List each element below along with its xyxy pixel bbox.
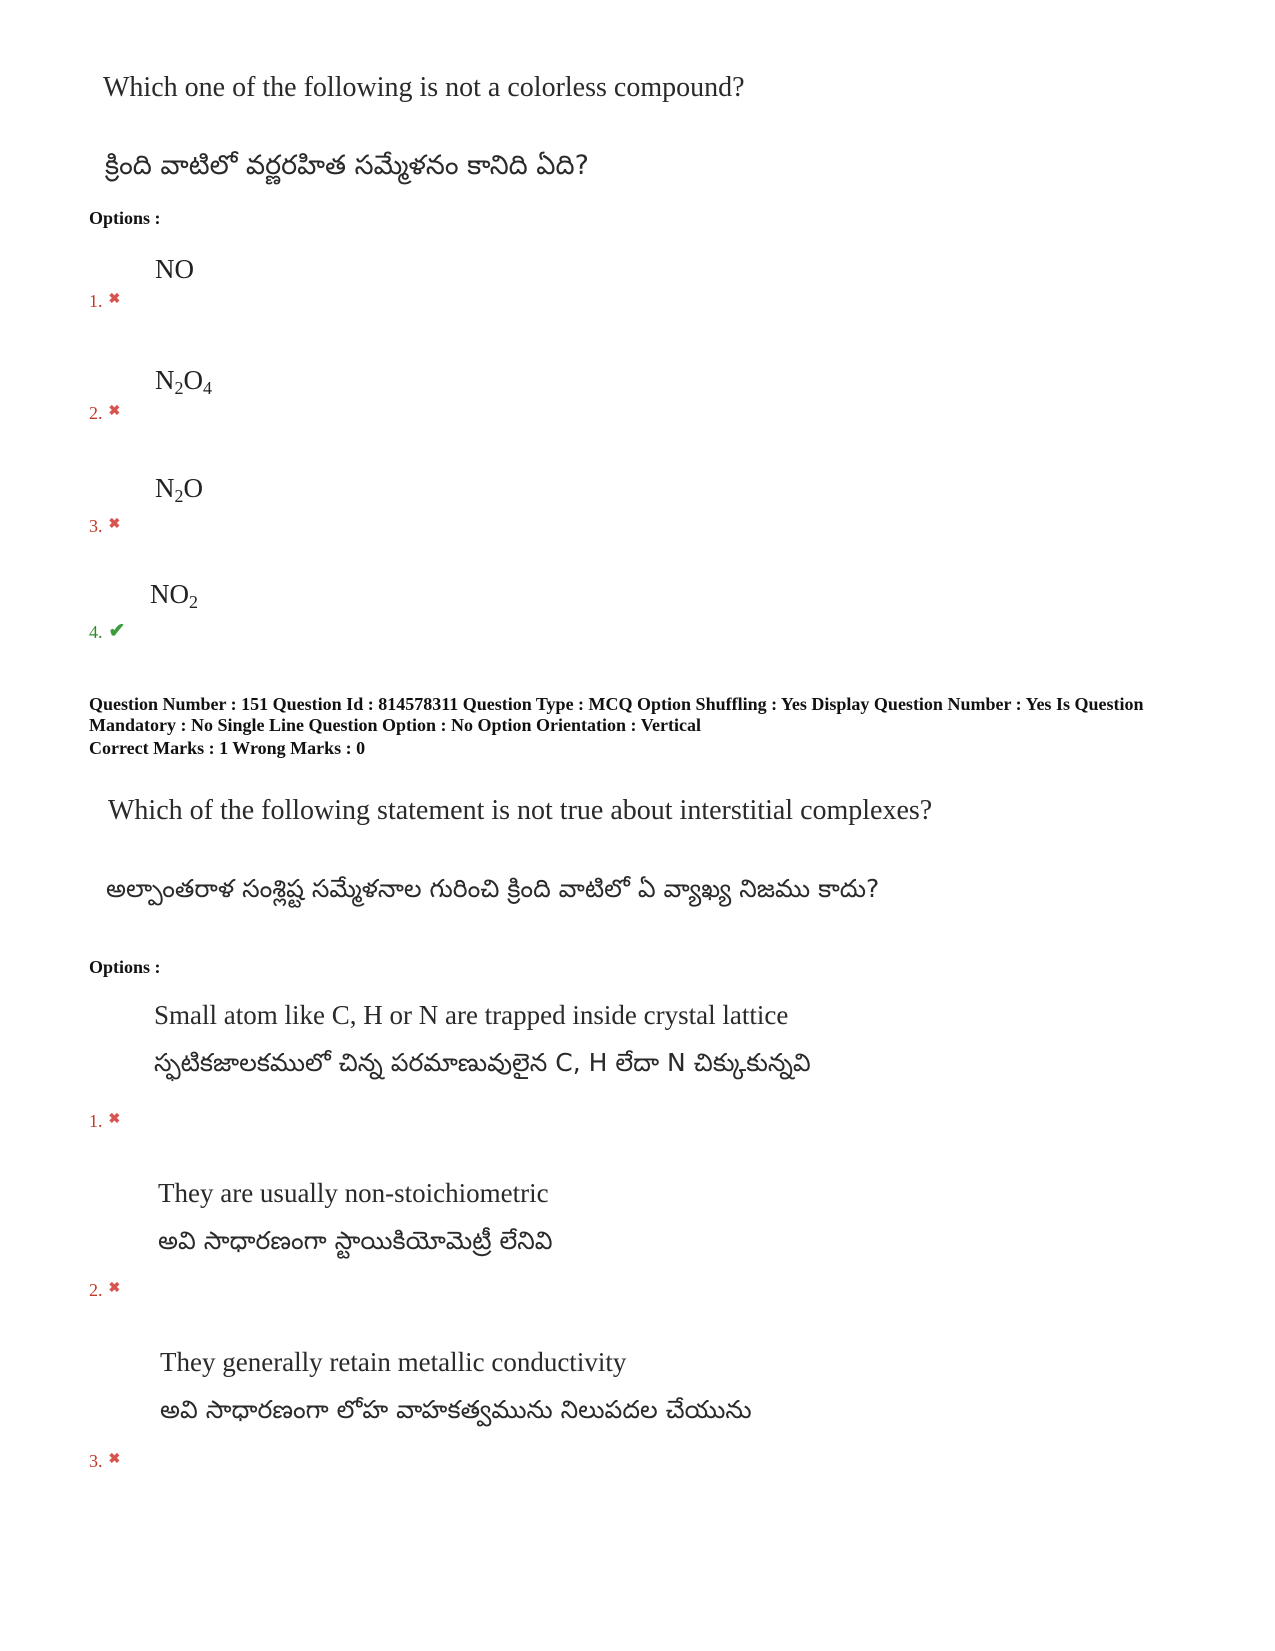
options-label: Options : bbox=[89, 208, 161, 228]
option-number: 2. bbox=[89, 1280, 103, 1300]
wrong-mark-icon: ✖ bbox=[108, 517, 121, 532]
wrong-mark-icon: ✖ bbox=[108, 292, 121, 307]
option-number: 4. bbox=[89, 622, 103, 642]
option-3-number-row bbox=[89, 516, 120, 537]
option-4-number-row bbox=[89, 618, 125, 643]
question-text-telugu: అల్పాంతరాళ సంశ్లిష్ట సమ్మేళనాల గురించి క్రింది వాటిలో ఏ వ్యాఖ్య నిజము కాదు? bbox=[106, 874, 880, 903]
option-2-number-row bbox=[89, 403, 120, 424]
option-number: 3. bbox=[89, 516, 103, 536]
wrong-mark-icon: ✖ bbox=[108, 1112, 121, 1127]
wrong-mark-icon: ✖ bbox=[108, 1281, 121, 1296]
question-text-telugu: క్రింది వాటిలో వర్ణరహిత సమ్మేళనం కానిది ఏది? bbox=[105, 150, 589, 181]
option-2-text-english: They are usually non-stoichiometric bbox=[158, 1178, 549, 1208]
option-number: 3. bbox=[89, 1451, 103, 1471]
option-number: 1. bbox=[89, 291, 103, 311]
correct-check-icon: ✔ bbox=[108, 620, 126, 642]
options-label: Options : bbox=[89, 957, 161, 977]
wrong-mark-icon: ✖ bbox=[108, 1452, 121, 1467]
option-3-text-english: They generally retain metallic conductivity bbox=[160, 1347, 627, 1377]
question-meta: Question Number : 151 Question Id : 814578311 Question Type : MCQ Option Shuffling : Yes Display Question Number : Yes Is Question Mandatory : No Single Line Question Option : No Option Orientation : Vertical bbox=[89, 694, 1144, 735]
option-3-text-telugu: అవి సాధారణంగా లోహ వాహకత్వమును నిలుపదల చేయును bbox=[160, 1395, 752, 1424]
option-1-text-telugu: స్ఫటికజాలకములో చిన్న పరమాణువులైన C, H లేదా N చిక్కుకున్నవి bbox=[154, 1048, 811, 1077]
option-1-text-english: Small atom like C, H or N are trapped inside crystal lattice bbox=[154, 1000, 789, 1030]
option-2-number-row bbox=[89, 1280, 120, 1301]
option-2-formula: $N_2O_4$ bbox=[155, 365, 212, 398]
wrong-mark-icon: ✖ bbox=[108, 404, 121, 419]
option-1-number-row bbox=[89, 291, 120, 312]
marks-line: Correct Marks : 1 Wrong Marks : 0 bbox=[89, 738, 366, 758]
option-1-formula: NO bbox=[155, 254, 194, 284]
option-number: 2. bbox=[89, 403, 103, 423]
option-number: 1. bbox=[89, 1111, 103, 1131]
option-3-number-row bbox=[89, 1451, 120, 1472]
option-4-formula: $NO_2$ bbox=[150, 579, 198, 612]
question-text-english: Which one of the following is not a colorless compound? bbox=[103, 72, 745, 103]
question-text-english: Which of the following statement is not true about interstitial complexes? bbox=[108, 795, 933, 826]
option-2-text-telugu: అవి సాధారణంగా స్టాయికియోమెట్రీ లేనివి bbox=[158, 1226, 553, 1255]
option-3-formula: $N_2O$ bbox=[155, 473, 203, 506]
option-1-number-row bbox=[89, 1111, 120, 1132]
